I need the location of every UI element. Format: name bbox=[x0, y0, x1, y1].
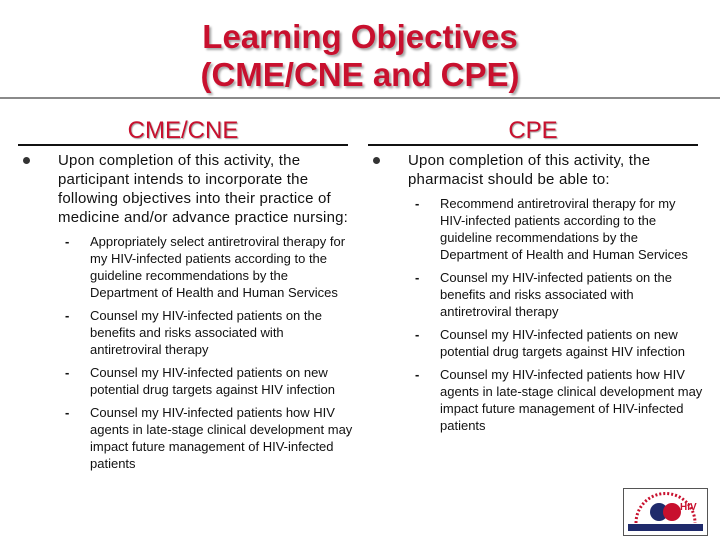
cpe-objectives-list bbox=[368, 195, 703, 434]
title-line-2: (CME/CNE and CPE) bbox=[200, 56, 520, 93]
list-item bbox=[18, 364, 353, 398]
list-item bbox=[368, 195, 703, 263]
cpe-intro bbox=[368, 151, 703, 189]
cme-cne-heading: CME/CNE bbox=[127, 117, 239, 144]
dash-icon: - bbox=[415, 367, 420, 382]
title-divider bbox=[0, 97, 720, 99]
page-title bbox=[0, 18, 720, 94]
dash-icon: - bbox=[415, 327, 420, 342]
cme-cne-heading-rule bbox=[18, 144, 348, 146]
title-line-1: Learning Objectives bbox=[202, 18, 518, 55]
dash-icon: - bbox=[65, 308, 70, 323]
objective-text: Counsel my HIV-infected patients on new potential drug targets against HIV infection bbox=[90, 365, 335, 397]
cme-cne-column bbox=[18, 151, 353, 472]
objective-text: Appropriately select antiretroviral therapy for my HIV-infected patients according to the guideline recommendations by the Department of Health and Human Services bbox=[90, 234, 346, 300]
dash-icon: - bbox=[415, 270, 420, 285]
logo-hiv-label: HIV bbox=[680, 502, 697, 513]
cme-cne-intro bbox=[18, 151, 353, 227]
list-item bbox=[368, 269, 703, 320]
list-item bbox=[18, 307, 353, 358]
list-item bbox=[368, 326, 703, 360]
dash-icon: - bbox=[65, 234, 70, 249]
objective-text: Counsel my HIV-infected patients how HIV agents in late-stage clinical development may impact future management of HIV-infected patients bbox=[440, 367, 703, 433]
objective-text: Counsel my HIV-infected patients on the benefits and risks associated with antiretroviral therapy bbox=[90, 308, 322, 357]
cpe-column bbox=[368, 151, 703, 434]
dash-icon: - bbox=[415, 196, 420, 211]
bullet-icon bbox=[373, 157, 380, 164]
list-item bbox=[18, 233, 353, 301]
cpe-heading-rule bbox=[368, 144, 698, 146]
hiv-program-logo bbox=[623, 488, 708, 536]
objective-text: Counsel my HIV-infected patients on the benefits and risks associated with antiretroviral therapy bbox=[440, 270, 672, 319]
cpe-heading: CPE bbox=[508, 117, 558, 144]
objective-text: Counsel my HIV-infected patients on new potential drug targets against HIV infection bbox=[440, 327, 685, 359]
cme-cne-intro-text: Upon completion of this activity, the participant intends to incorporate the following objectives into their practice of medicine and/or advance practice nursing: bbox=[58, 152, 349, 226]
dash-icon: - bbox=[65, 405, 70, 420]
objective-text: Recommend antiretroviral therapy for my HIV-infected patients according to the guideline recommendations by the Department of Health and Human Services bbox=[440, 196, 688, 262]
list-item bbox=[368, 366, 703, 434]
dash-icon: - bbox=[65, 365, 70, 380]
bullet-icon bbox=[23, 157, 30, 164]
cme-cne-objectives-list bbox=[18, 233, 353, 472]
objective-text: Counsel my HIV-infected patients how HIV agents in late-stage clinical development may impact future management of HIV-infected patients bbox=[90, 405, 353, 471]
cpe-intro-text: Upon completion of this activity, the pharmacist should be able to: bbox=[408, 152, 651, 188]
list-item bbox=[18, 404, 353, 472]
